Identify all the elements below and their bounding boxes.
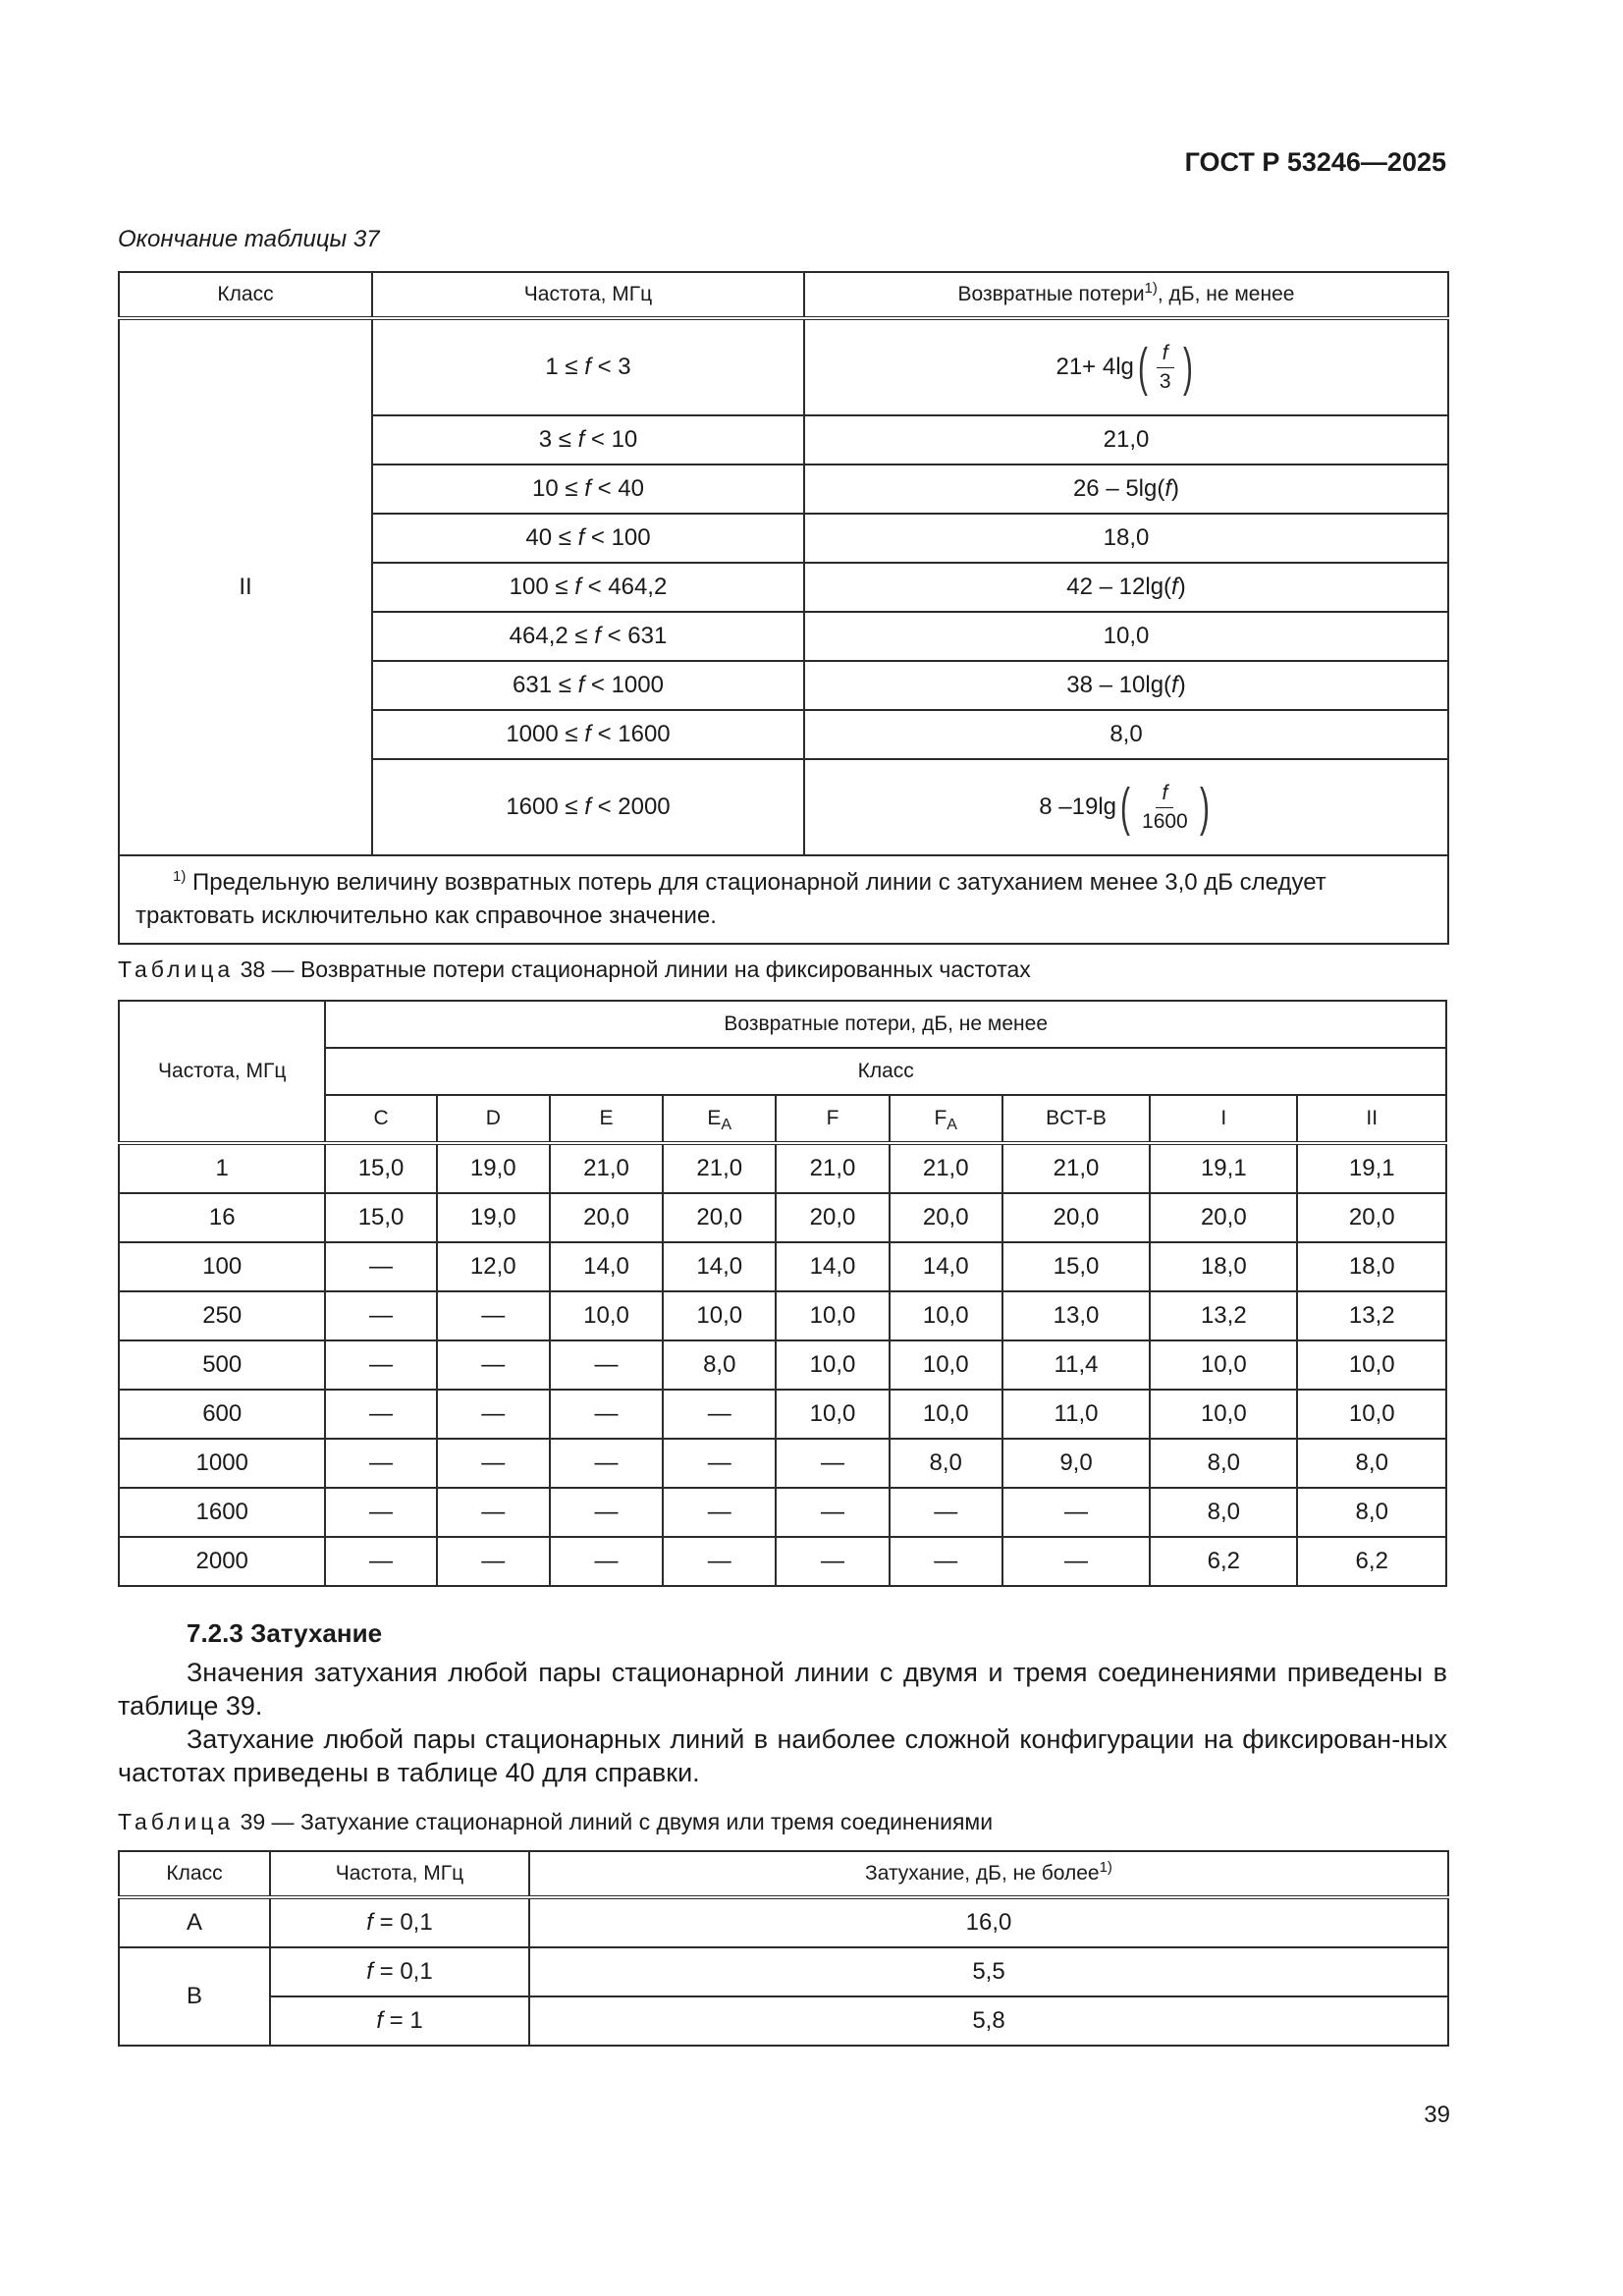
formula: 21+ 4lg ( $\frac{f}{3}$ ) [1055,338,1193,397]
value-cell: 9,0 [1002,1439,1150,1488]
value-cell: 10,0 [1150,1390,1297,1439]
frequency-cell: 1000 [119,1439,325,1488]
section-title: 7.2.3 Затухание [187,1618,383,1648]
table-38-body [119,1143,1446,1586]
value-cell: 5,8 [529,1996,1448,2046]
value-cell: 18,0 [804,514,1448,563]
table-header-row [119,272,1448,318]
header-class-ea: $E_A$ [663,1095,776,1143]
header-frequency: Частота, МГц [372,272,804,318]
value-cell: — [663,1390,776,1439]
value-cell: 21,0 [890,1143,1002,1193]
value-cell: 19,1 [1297,1143,1446,1193]
frequency-cell: 16 [119,1193,325,1242]
value-cell: 19,0 [437,1143,550,1193]
value-cell: 10,0 [776,1291,889,1340]
value-cell: 8,0 [663,1340,776,1390]
frequency-cell: 464,2 ≤ f < 631 [372,612,804,661]
value-cell: — [550,1340,663,1390]
frequency-cell: 1600 [119,1488,325,1537]
value-cell: 6,2 [1297,1537,1446,1586]
header-class-e: E [550,1095,663,1143]
value-cell: 10,0 [890,1340,1002,1390]
frequency-cell: 100 [119,1242,325,1291]
value-cell: 11,0 [1002,1390,1150,1439]
value-cell: 14,0 [776,1242,889,1291]
value-cell: 20,0 [663,1193,776,1242]
value-cell: 20,0 [1002,1193,1150,1242]
value-cell: — [663,1537,776,1586]
header-frequency: Частота, МГц [119,1001,325,1143]
header-class-d: D [437,1095,550,1143]
page-number: 39 [1424,2102,1450,2128]
value-cell: 13,2 [1150,1291,1297,1340]
value-cell: 15,0 [325,1143,436,1193]
table-37 [118,271,1449,945]
class-cell: B [119,1947,270,2046]
table-row [119,1537,1446,1586]
value-cell: 8,0 [1297,1439,1446,1488]
frequency-cell: 1000 ≤ f < 1600 [372,710,804,759]
value-cell: — [663,1439,776,1488]
value-cell: 21,0 [550,1143,663,1193]
value-cell: 10,0 [804,612,1448,661]
table-row [119,1897,1448,1947]
value-cell: — [325,1488,436,1537]
frequency-cell: 250 [119,1291,325,1340]
value-cell: 18,0 [1150,1242,1297,1291]
header-class-fa: $F_A$ [890,1095,1002,1143]
value-cell: — [1002,1488,1150,1537]
frequency-cell: 100 ≤ f < 464,2 [372,563,804,612]
table-row [119,1996,1448,2046]
value-cell: 13,2 [1297,1291,1446,1340]
value-cell: — [325,1390,436,1439]
value-cell: — [437,1537,550,1586]
header-class: Класс [119,1851,270,1897]
table-row [119,1439,1446,1488]
value-cell: — [550,1439,663,1488]
header-return-loss: Возвратные потери, дБ, не менее [325,1001,1446,1048]
value-cell: 14,0 [890,1242,1002,1291]
value-cell: — [776,1439,889,1488]
frequency-cell: 500 [119,1340,325,1390]
header-class-ii: II [1297,1095,1446,1143]
value-cell: 8,0 [890,1439,1002,1488]
table39-caption: Таблица 39 — Затухание стационарной линий с двумя или тремя соединениями [118,1809,994,1834]
table-row [119,1488,1446,1537]
value-cell: 10,0 [1297,1340,1446,1390]
value-cell: 10,0 [776,1390,889,1439]
value-cell: — [776,1488,889,1537]
value-cell: 6,2 [1150,1537,1297,1586]
frequency-cell: 1600 ≤ f < 2000 [372,759,804,855]
value-cell: 19,0 [437,1193,550,1242]
value-cell: 8,0 [1297,1488,1446,1537]
value-cell: — [325,1242,436,1291]
table-header-row [119,1001,1446,1048]
value-cell: — [325,1537,436,1586]
class-cell: A [119,1897,270,1947]
value-cell: 10,0 [776,1340,889,1390]
table-row [119,1143,1446,1193]
value-cell: 38 – 10lg(f) [804,661,1448,710]
value-cell: — [1002,1537,1150,1586]
table37-caption: Окончание таблицы 37 [118,226,380,252]
table-row [119,1242,1446,1291]
frequency-cell: 600 [119,1390,325,1439]
value-cell: 11,4 [1002,1340,1150,1390]
table-header-row [119,1851,1448,1897]
header-attenuation: Затухание, дБ, не более$^{1)}$ [529,1851,1448,1897]
table-footnote: $^{1)}$ Предельную величину возвратных потерь для стационарной линии с затуханием менее 3,0 дБ следует трактовать исключительно как справочное значение. [119,855,1448,944]
value-cell: 42 – 12lg(f) [804,563,1448,612]
table38-caption: Таблица 38 — Возвратные потери стационарной линии на фиксированных частотах [118,957,1031,982]
table-row [119,1390,1446,1439]
header-return-loss: Возвратные потери$^{1)}$, дБ, не менее [804,272,1448,318]
value-cell: 21,0 [663,1143,776,1193]
frequency-cell: 10 ≤ f < 40 [372,465,804,514]
frequency-cell: 40 ≤ f < 100 [372,514,804,563]
value-cell: 20,0 [776,1193,889,1242]
value-cell: — [437,1340,550,1390]
table-38 [118,1000,1447,1587]
header-class: Класс [325,1048,1446,1095]
value-cell: 21,0 [776,1143,889,1193]
header-class-bct-b: BCT-B [1002,1095,1150,1143]
frequency-cell: 2000 [119,1537,325,1586]
value-cell: — [550,1537,663,1586]
document-standard-number: ГОСТ Р 53246—2025 [1184,147,1446,177]
value-cell: 21,0 [1002,1143,1150,1193]
table-39 [118,1850,1449,2047]
table-row [119,1291,1446,1340]
value-cell: — [776,1537,889,1586]
value-cell: 8,0 [804,710,1448,759]
value-cell: 20,0 [890,1193,1002,1242]
value-cell: 10,0 [890,1291,1002,1340]
frequency-cell: f = 0,1 [270,1897,529,1947]
frequency-cell: 1 [119,1143,325,1193]
value-cell: 8,0 [1150,1488,1297,1537]
value-cell: — [550,1488,663,1537]
value-cell: 10,0 [890,1390,1002,1439]
table-footnote-row [119,855,1448,944]
value-cell: 16,0 [529,1897,1448,1947]
value-cell: — [437,1390,550,1439]
table-row [119,1947,1448,1996]
header-class-i: I [1150,1095,1297,1143]
value-cell: — [437,1291,550,1340]
formula-cell [804,318,1448,415]
header-class-c: C [325,1095,436,1143]
value-cell: 15,0 [1002,1242,1150,1291]
value-cell: 10,0 [1150,1340,1297,1390]
value-cell: 13,0 [1002,1291,1150,1340]
value-cell: 14,0 [663,1242,776,1291]
value-cell: — [890,1537,1002,1586]
table-row [119,1340,1446,1390]
header-frequency: Частота, МГц [270,1851,529,1897]
table-row [119,318,1448,415]
value-cell: 19,1 [1150,1143,1297,1193]
value-cell: 15,0 [325,1193,436,1242]
formula: 8 –19lg ( $\frac{f}{1600}$ ) [1039,778,1210,837]
header-class-f: F [776,1095,889,1143]
value-cell: — [437,1488,550,1537]
value-cell: 10,0 [550,1291,663,1340]
value-cell: 18,0 [1297,1242,1446,1291]
header-class: Класс [119,272,372,318]
value-cell: 26 – 5lg(f) [804,465,1448,514]
frequency-cell: 631 ≤ f < 1000 [372,661,804,710]
value-cell: — [325,1291,436,1340]
section-paragraph-2: Затухание любой пары стационарных линий в наиболее сложной конфигурации на фиксирован-ных частотах приведены в таблице 40 для справки. [118,1724,1447,1787]
table-row [119,1193,1446,1242]
value-cell: 12,0 [437,1242,550,1291]
value-cell: 10,0 [663,1291,776,1340]
frequency-cell: 3 ≤ f < 10 [372,415,804,465]
section-paragraph-1: Значения затухания любой пары стационарной линии с двумя и тремя соединениями приведены в таблице 39. [118,1658,1447,1721]
frequency-cell: 1 ≤ f < 3 [372,318,804,415]
value-cell: 8,0 [1150,1439,1297,1488]
value-cell: 20,0 [550,1193,663,1242]
value-cell: — [663,1488,776,1537]
value-cell: — [325,1439,436,1488]
value-cell: 20,0 [1150,1193,1297,1242]
frequency-cell: f = 1 [270,1996,529,2046]
value-cell: — [550,1390,663,1439]
value-cell: — [890,1488,1002,1537]
frequency-cell: f = 0,1 [270,1947,529,1996]
formula-cell [804,759,1448,855]
value-cell: 5,5 [529,1947,1448,1996]
value-cell: 10,0 [1297,1390,1446,1439]
value-cell: — [437,1439,550,1488]
value-cell: 20,0 [1297,1193,1446,1242]
value-cell: — [325,1340,436,1390]
class-cell: II [119,318,372,855]
value-cell: 21,0 [804,415,1448,465]
value-cell: 14,0 [550,1242,663,1291]
